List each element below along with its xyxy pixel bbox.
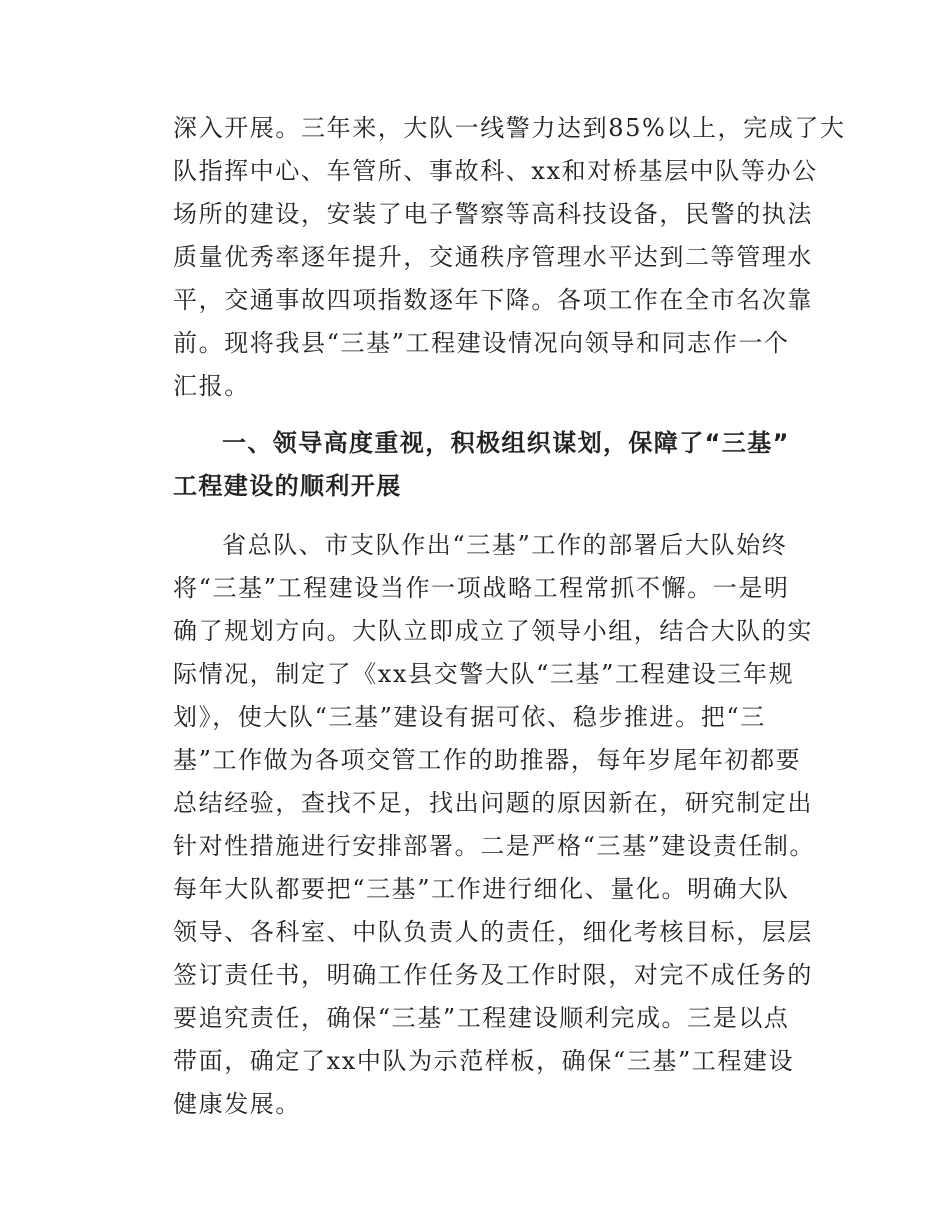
body-line: 领导、各科室、中队负责人的责任，细化考核目标，层层	[173, 918, 813, 946]
intro-line: 场所的建设，安装了电子警察等高科技设备，民警的执法	[173, 200, 813, 228]
section-heading-line: 工程建设的顺利开展	[173, 472, 402, 500]
body-line: 际情况，制定了《xx县交警大队“三基”工程建设三年规	[173, 660, 795, 688]
intro-line: 前。现将我县“三基”工程建设情况向领导和同志作一个	[173, 329, 790, 357]
body-line: 带面，确定了xx中队为示范样板，确保“三基”工程建设	[173, 1047, 795, 1075]
section-heading-line: 一、领导高度重视，积极组织谋划，保障了“三基”	[222, 429, 790, 457]
intro-line: 深入开展。三年来，大队一线警力达到85%以上，完成了大	[173, 114, 846, 142]
intro-line: 队指挥中心、车管所、事故科、xx和对桥基层中队等办公	[173, 157, 818, 185]
intro-line: 汇报。	[173, 372, 250, 400]
body-line: 健康发展。	[173, 1090, 301, 1118]
body-line: 确了规划方向。大队立即成立了领导小组，结合大队的实	[173, 617, 813, 645]
body-line: 将“三基”工程建设当作一项战略工程常抓不懈。一是明	[173, 574, 790, 602]
body-line: 要追究责任，确保“三基”工程建设顺利完成。三是以点	[173, 1004, 790, 1032]
body-line: 签订责任书，明确工作任务及工作时限，对完不成任务的	[173, 961, 813, 989]
intro-line: 质量优秀率逐年提升，交通秩序管理水平达到二等管理水	[173, 243, 813, 271]
body-line: 划》，使大队“三基”建设有据可依、稳步推进。把“三	[173, 703, 766, 731]
body-line: 针对性措施进行安排部署。二是严格“三基”建设责任制。	[173, 832, 816, 860]
intro-line: 平，交通事故四项指数逐年下降。各项工作在全市名次靠	[173, 286, 813, 314]
body-line: 省总队、市支队作出“三基”工作的部署后大队始终	[222, 531, 788, 559]
body-line: 总结经验，查找不足，找出问题的原因新在，研究制定出	[173, 789, 813, 817]
body-line: 每年大队都要把“三基”工作进行细化、量化。明确大队	[173, 875, 790, 903]
body-line: 基”工作做为各项交管工作的助推器，每年岁尾年初都要	[173, 746, 802, 774]
